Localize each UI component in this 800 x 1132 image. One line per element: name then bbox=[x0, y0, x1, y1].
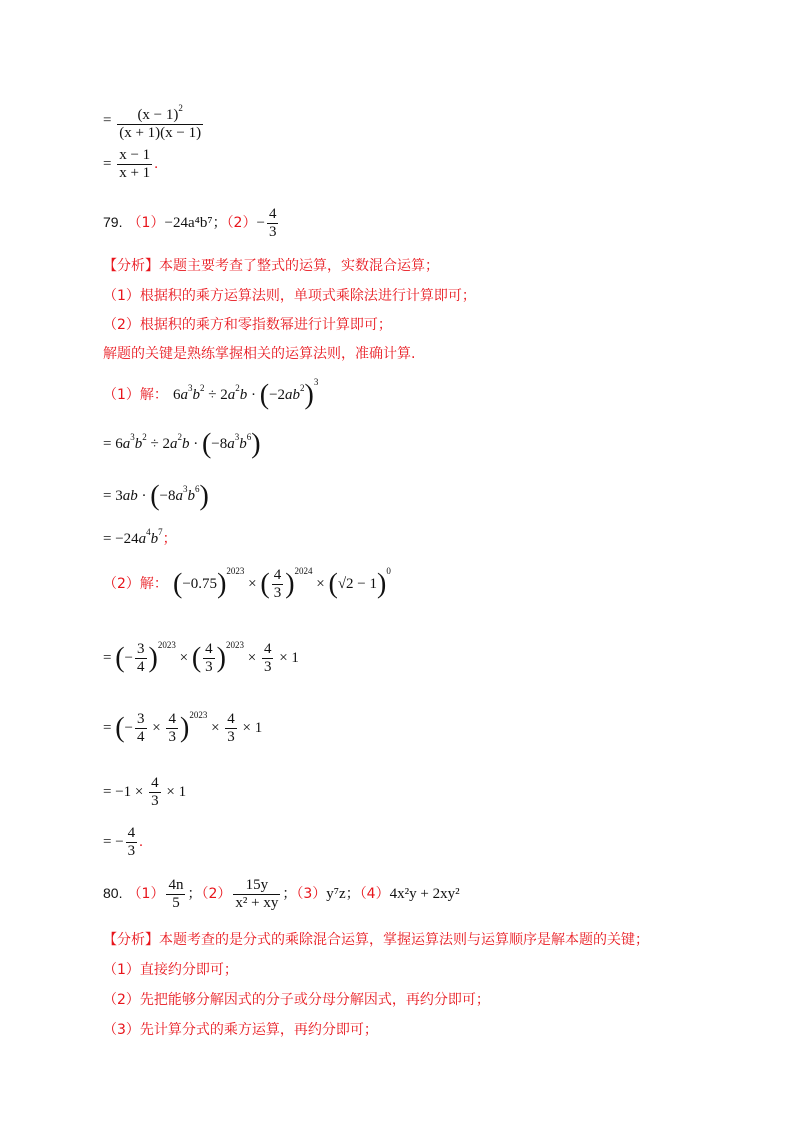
q80-sep-2: ； bbox=[282, 885, 297, 902]
q79-sol2-label: （2）解： bbox=[103, 576, 168, 592]
q79-answer-line bbox=[103, 206, 280, 241]
eq2-denominator: x + 1 bbox=[119, 165, 151, 181]
q80-a2-den: x² + xy bbox=[235, 895, 279, 911]
q79-sol2-line bbox=[103, 566, 391, 602]
eq-line-2: = $\frac{x - 1}{x + 1}$ . bbox=[103, 147, 158, 181]
eq1-exponent: 2 bbox=[178, 103, 183, 113]
eq2-numerator: x − 1 bbox=[119, 147, 151, 163]
q80-a1-den: 5 bbox=[172, 895, 180, 911]
q79-point-2: （2）根据积的乘方和零指数幂进行计算即可； bbox=[103, 317, 392, 333]
q80-answer-line bbox=[103, 877, 460, 912]
q79-sol1-label: （1）解： bbox=[103, 387, 168, 403]
eq1-numerator: (x − 1) bbox=[137, 107, 179, 123]
q79-sol2-step-4: = − $\frac{4}{3}$ . bbox=[103, 825, 143, 859]
q79-ans2-num: 4 bbox=[268, 206, 277, 222]
q79-point-1: （1）根据积的乘方运算法则，单项式乘除法进行计算即可； bbox=[103, 288, 476, 304]
q80-l2: （2） bbox=[201, 885, 232, 902]
q80-l3: （3） bbox=[296, 885, 327, 902]
q79-ans2-den: 3 bbox=[268, 224, 277, 240]
q79-ans2-sign: − bbox=[256, 214, 265, 231]
q79-ans1: −24a⁴b⁷ bbox=[164, 214, 213, 231]
q79-sol2-step-3: = −1 × $\frac{4}{3}$ × 1 bbox=[103, 775, 187, 809]
end-mark: . bbox=[154, 155, 158, 172]
q80-a1-num: 4n bbox=[168, 877, 184, 893]
q80-point-3: （3）先计算分式的乘方运算，再约分即可； bbox=[103, 1022, 378, 1038]
q79-key: 解题的关键是熟练掌握相关的运算法则，准确计算. bbox=[103, 346, 416, 362]
q79-sol2-step-1: = (− $\frac{3}{4}$ )$^{2023}$ × ( $\frac{4}{3}$ )$^{2023}$ × $\frac{4}{3}$ × 1 bbox=[103, 640, 299, 676]
q80-a2-num: 15y bbox=[233, 877, 280, 895]
q80-a3: y⁷z bbox=[326, 885, 346, 902]
q79-sol2-end: . bbox=[139, 833, 143, 850]
q79-sol1-step-3: = $-24a^4b^7$； bbox=[103, 527, 177, 547]
q79-sep: ； bbox=[212, 214, 227, 231]
exp-2024: 2024 bbox=[294, 566, 313, 576]
q79-sol1-line bbox=[103, 377, 319, 411]
q80-a4: 4x²y + 2xy² bbox=[389, 885, 460, 902]
eq-line-1: = $\frac{(x - 1)^2}{(x + 1)(x - 1)}$ bbox=[103, 100, 205, 142]
q80-point-1: （1）直接约分即可； bbox=[103, 962, 238, 978]
q80-l4: （4） bbox=[359, 885, 390, 902]
exp-2023: 2023 bbox=[226, 566, 245, 576]
q79-sol2-step-2: = (− $\frac{3}{4}$ × $\frac{4}{3}$ )$^{2023}$ × $\frac{4}{3}$ × 1 bbox=[103, 710, 263, 746]
q80-sep-1: ； bbox=[187, 885, 202, 902]
q79-sol1-expr: $6a^3b^2 \div 2a^2b \cdot (-2ab^2)^3$ bbox=[173, 377, 319, 411]
q79-sol1-step-2: = $3ab \cdot (-8a^3b^6)$ bbox=[103, 480, 209, 512]
q80-point-2: （2）先把能够分解因式的分子或分母分解因式，再约分即可； bbox=[103, 992, 490, 1008]
q79-analysis: 【分析】本题主要考查了整式的运算，实数混合运算； bbox=[103, 258, 439, 274]
q80-analysis: 【分析】本题考查的是分式的乘除混合运算，掌握运算法则与运算顺序是解本题的关键； bbox=[103, 932, 649, 948]
q79-sol1-step-1: = $6a^3b^2 \div 2a^2b \cdot (-8a^3b^6)$ bbox=[103, 428, 261, 460]
q80-sep-3: ； bbox=[345, 885, 360, 902]
q80-number: 80. bbox=[103, 884, 123, 901]
q79-ans2-label: （2） bbox=[226, 214, 257, 231]
q79-ans1-label: （1） bbox=[127, 214, 165, 231]
q79-sol1-end: ； bbox=[162, 532, 177, 547]
eq1-denominator: (x + 1)(x − 1) bbox=[119, 125, 202, 141]
q80-l1: （1） bbox=[127, 885, 165, 902]
q79-sol2-expr: $(-0.75)^{2023}$ × ( $\frac{4}{3}$ )$^{2024} \times (√2 - 1)^0$ bbox=[173, 566, 391, 602]
q79-number: 79. bbox=[103, 213, 123, 230]
exp-0: 0 bbox=[386, 566, 391, 576]
